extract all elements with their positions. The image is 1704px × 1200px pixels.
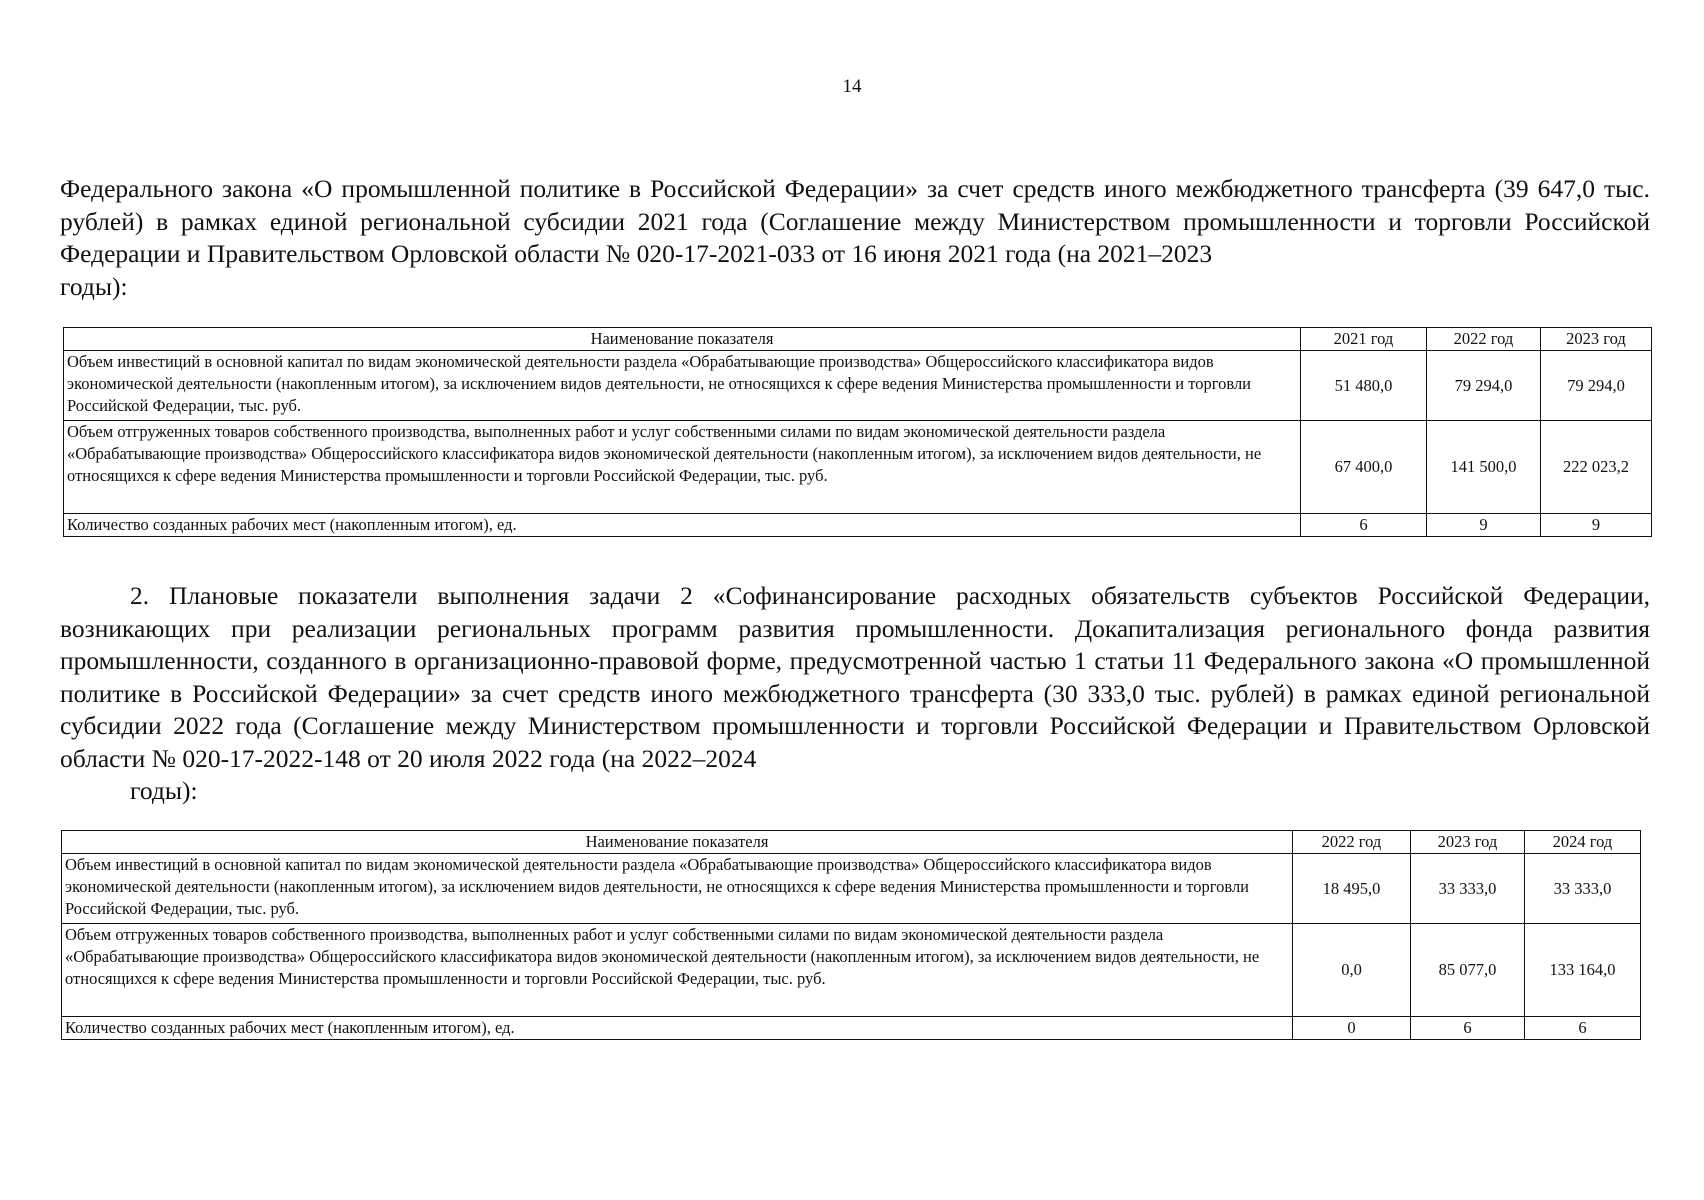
indicator-value: 141 500,0 (1427, 421, 1541, 514)
table-header-row (62, 831, 1641, 854)
indicator-value: 33 333,0 (1411, 854, 1525, 924)
indicator-value: 67 400,0 (1301, 421, 1427, 514)
indicators-table-2 (61, 830, 1641, 1040)
column-header-year: 2021 год (1301, 328, 1427, 351)
paragraph-2 (60, 580, 1650, 808)
paragraph-1-line: годы): (60, 271, 128, 301)
paragraph-1-line: Федерального закона «О промышленной политике в Российской Федерации» за счет средств иного межбюджетного трансферта (60, 174, 1486, 203)
table-header-row (64, 328, 1652, 351)
indicator-value: 33 333,0 (1525, 854, 1641, 924)
indicator-value: 6 (1411, 1017, 1525, 1040)
paragraph-2-line: торговли Российской Федерации и Правительством Орловской области № 020-17-2022-148 от 20 июля 2022 года (на 2022–2024 (60, 711, 1651, 773)
column-header-year: 2023 год (1541, 328, 1652, 351)
indicator-value: 6 (1525, 1017, 1641, 1040)
indicator-value: 6 (1301, 514, 1427, 537)
table-row (62, 854, 1641, 924)
column-header-year: 2023 год (1411, 831, 1525, 854)
column-header-year: 2022 год (1293, 831, 1411, 854)
paragraph-1-line: (39 647,0 тыс. рублей) в рамках единой региональной субсидии 2021 года (Соглашение между Министерством промышленности и (60, 174, 1650, 236)
paragraph-2-line: Федерации, возникающих при реализации региональных программ развития промышленности. Докапитализация регионального (60, 581, 1650, 643)
table-row (64, 514, 1652, 537)
indicator-value: 9 (1541, 514, 1652, 537)
page-number: 14 (842, 76, 862, 97)
paragraph-2-line: фонда развития промышленности, созданного в организационно-правовой форме, предусмотренной частью 1 статьи 11 (60, 613, 1650, 675)
paragraph-1-line: торговли Российской Федерации и Правительством Орловской области № 020-17-2021-033 от 16 июня 2021 года (на 2021–2023 (60, 206, 1650, 268)
indicator-name: Объем инвестиций в основной капитал по видам экономической деятельности раздела «Обрабатывающие производства» Общероссийского классификатора видов экономической деятельности (накопленным итогом), за исключением видов деятельности, не относящихся к сфере ведения Министерства промышленности и торговли Российской Федерации, тыс. руб. (64, 351, 1301, 421)
paragraph-2-line: годы): (130, 776, 198, 805)
indicator-name: Объем инвестиций в основной капитал по видам экономической деятельности раздела «Обрабатывающие производства» Общероссийского классификатора видов экономической деятельности (накопленным итогом), за исключением видов деятельности, не относящихся к сфере ведения Министерства промышленности и торговли Российской Федерации, тыс. руб. (62, 854, 1293, 924)
indicator-name: Объем отгруженных товаров собственного производства, выполненных работ и услуг собственными силами по видам экономической деятельности раздела «Обрабатывающие производства» Общероссийского классификатора видов экономической деятельности (накопленным итогом), за исключением видов деятельности, не относящихся к сфере ведения Министерства промышленности и торговли Российской Федерации, тыс. руб. (62, 924, 1293, 1017)
indicator-name: Количество созданных рабочих мест (накопленным итогом), ед. (62, 1017, 1293, 1040)
column-header-indicator: Наименование показателя (62, 831, 1293, 854)
paragraph-2-line: Федерального закона «О промышленной политике в Российской Федерации» за счет средств иного межбюджетного трансферта (60, 646, 1651, 708)
indicator-value: 0 (1293, 1017, 1411, 1040)
table-row (62, 924, 1641, 1017)
indicator-value: 9 (1427, 514, 1541, 537)
indicator-value: 133 164,0 (1525, 924, 1641, 1017)
paragraph-2-line: 2. Плановые показатели выполнения задачи 2 «Софинансирование расходных обязательств субъектов Российской (130, 581, 1504, 610)
indicator-value: 79 294,0 (1541, 351, 1652, 421)
paragraph-1 (60, 173, 1650, 303)
table-row (64, 351, 1652, 421)
indicator-value: 51 480,0 (1301, 351, 1427, 421)
table-row (62, 1017, 1641, 1040)
indicator-value: 85 077,0 (1411, 924, 1525, 1017)
indicator-name: Объем отгруженных товаров собственного производства, выполненных работ и услуг собственными силами по видам экономической деятельности раздела «Обрабатывающие производства» Общероссийского классификатора видов экономической деятельности (накопленным итогом), за исключением видов деятельности, не относящихся к сфере ведения Министерства промышленности и торговли Российской Федерации, тыс. руб. (64, 421, 1301, 514)
indicator-value: 79 294,0 (1427, 351, 1541, 421)
indicator-name: Количество созданных рабочих мест (накопленным итогом), ед. (64, 514, 1301, 537)
indicator-value: 0,0 (1293, 924, 1411, 1017)
table-row (64, 421, 1652, 514)
indicator-value: 222 023,2 (1541, 421, 1652, 514)
column-header-indicator: Наименование показателя (64, 328, 1301, 351)
paragraph-2-line: (30 333,0 тыс. рублей) в рамках единой региональной субсидии 2022 года (Соглашение между Министерством промышленности и (60, 678, 1651, 740)
column-header-year: 2022 год (1427, 328, 1541, 351)
indicators-table-1 (63, 327, 1652, 537)
column-header-year: 2024 год (1525, 831, 1641, 854)
indicator-value: 18 495,0 (1293, 854, 1411, 924)
